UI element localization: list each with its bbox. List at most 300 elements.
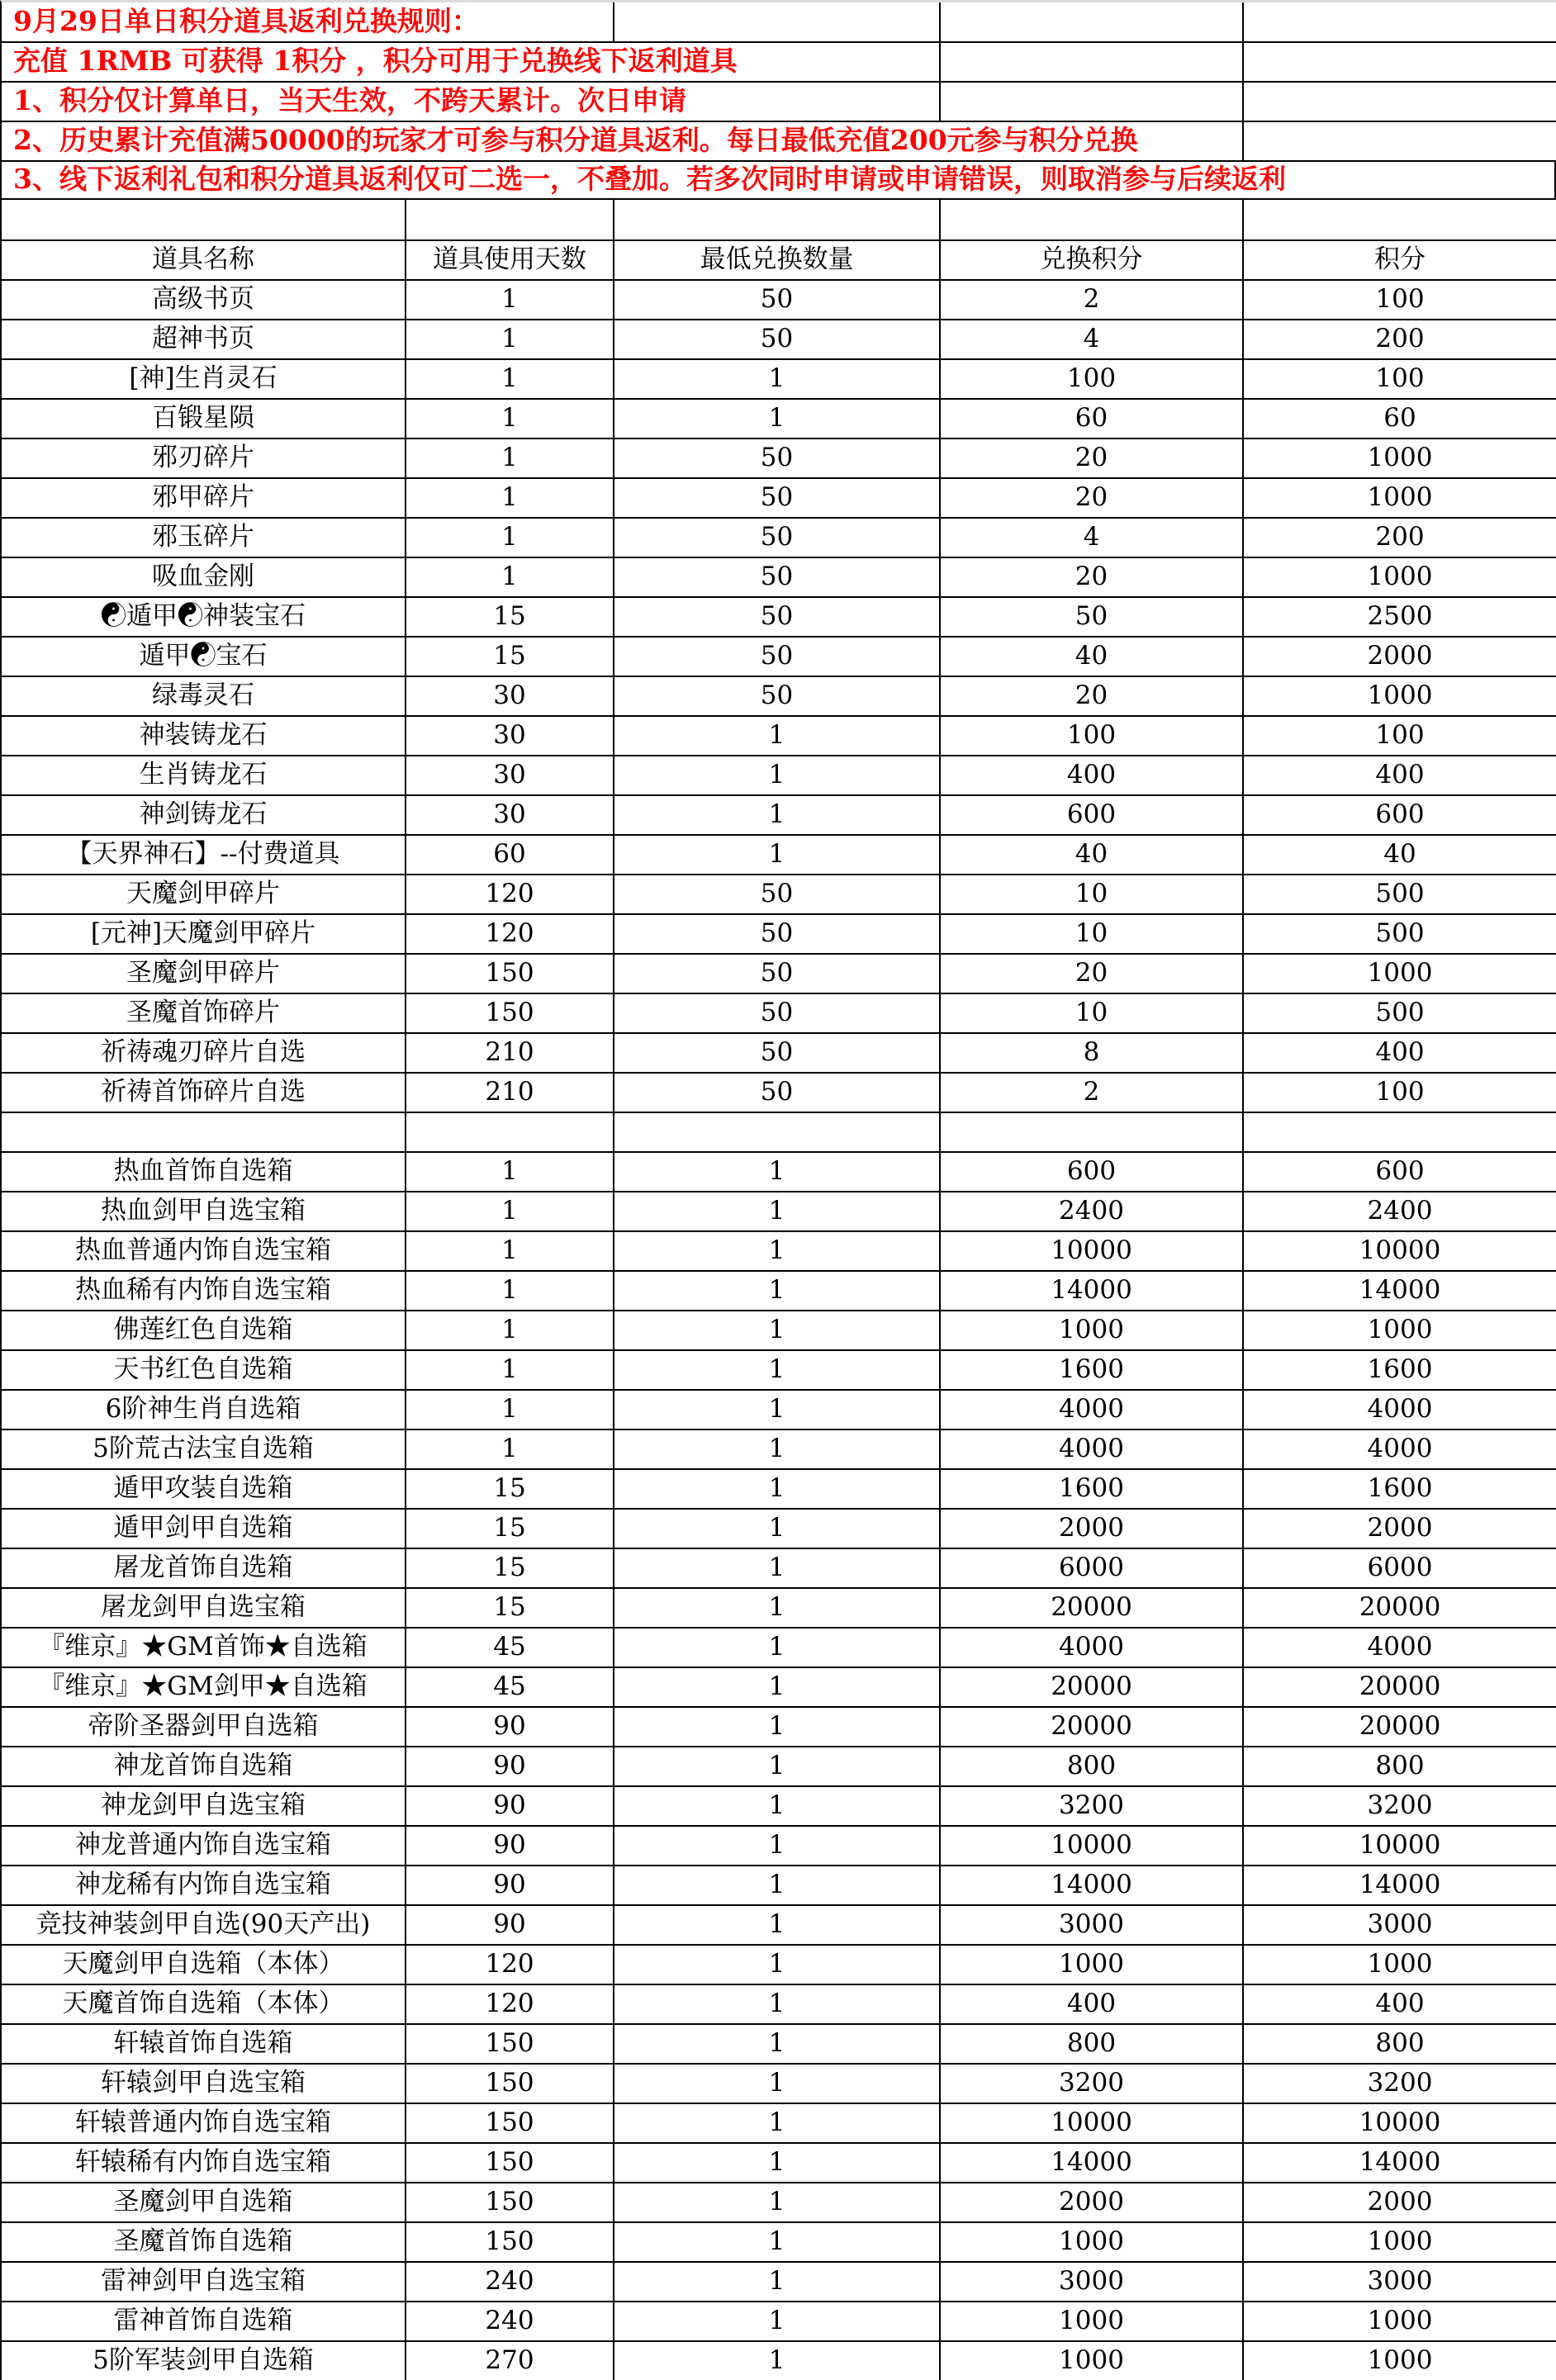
exchange-points-cell: 20000 [941,1708,1244,1746]
use-days-cell: 150 [406,2065,614,2103]
item-name-cell: 神龙稀有内饰自选宝箱 [2,1866,406,1904]
min-qty-cell: 1 [614,2263,941,2301]
use-days-cell: 90 [406,1827,614,1865]
use-days-cell: 1 [406,400,614,438]
min-qty-cell: 50 [614,439,941,477]
use-days-cell: 150 [406,2025,614,2063]
exchange-points-cell: 4000 [941,1391,1244,1429]
points-cell: 14000 [1244,1272,1556,1310]
exchange-points-cell: 2 [941,281,1244,319]
min-qty-cell: 1 [614,1708,941,1746]
use-days-cell: 1 [406,1391,614,1429]
exchange-points-cell: 10000 [941,1827,1244,1865]
item-name-cell: 帝阶圣器剑甲自选箱 [2,1708,406,1746]
min-qty-cell: 1 [614,2223,941,2261]
min-qty-cell [614,1113,941,1151]
min-qty-cell: 1 [614,2065,941,2103]
min-qty-cell: 1 [614,2183,941,2221]
exchange-points-cell: 100 [941,717,1244,755]
min-qty-cell: 1 [614,2025,941,2063]
points-cell: 800 [1244,2025,1556,2063]
item-name-cell: 遁甲☯宝石 [2,638,406,676]
use-days-cell: 210 [406,1034,614,1072]
use-days-cell: 1 [406,360,614,398]
points-cell: 500 [1244,994,1556,1032]
exchange-points-cell: 20 [941,955,1244,993]
item-name-cell: 邪玉碎片 [2,519,406,557]
use-days-cell: 30 [406,717,614,755]
empty-cell [614,200,941,239]
points-cell: 2500 [1244,598,1556,636]
exchange-points-cell: 1000 [941,1946,1244,1984]
item-name-cell: 圣魔剑甲自选箱 [2,2183,406,2221]
table-row [2,2223,1556,2263]
item-name-cell: 轩辕剑甲自选宝箱 [2,2065,406,2103]
table-row [2,717,1556,756]
col-header-min-qty: 最低兑换数量 [614,241,941,279]
exchange-points-cell: 14000 [941,1866,1244,1904]
table-row [2,1708,1556,1747]
item-name-cell: 圣魔剑甲碎片 [2,955,406,993]
table-row [2,1272,1556,1311]
table-row [2,2144,1556,2183]
points-cell: 200 [1244,519,1556,557]
use-days-cell: 15 [406,1470,614,1508]
points-cell: 20000 [1244,1708,1556,1746]
use-days-cell: 15 [406,1549,614,1587]
use-days-cell: 150 [406,994,614,1032]
item-name-cell: 神龙普通内饰自选宝箱 [2,1827,406,1865]
item-name-cell: 轩辕普通内饰自选宝箱 [2,2104,406,2142]
exchange-points-cell: 3200 [941,2065,1244,2103]
use-days-cell: 1 [406,1232,614,1270]
use-days-cell: 45 [406,1629,614,1666]
exchange-points-cell: 400 [941,756,1244,794]
min-qty-cell: 1 [614,2144,941,2182]
item-name-cell: 百锻星陨 [2,400,406,438]
item-name-cell: ☯遁甲☯神装宝石 [2,598,406,636]
min-qty-cell: 1 [614,796,941,834]
table-row [2,320,1556,360]
item-name-cell: 『维京』★GM剑甲★自选箱 [2,1668,406,1706]
exchange-points-cell: 50 [941,598,1244,636]
empty-cell [941,2,1244,41]
use-days-cell: 1 [406,281,614,319]
exchange-points-cell: 6000 [941,1549,1244,1587]
exchange-points-cell: 800 [941,2025,1244,2063]
notice-text: 2、历史累计充值满50000的玩家才可参与积分道具返利。每日最低充值200元参与积分兑换 [2,122,1244,160]
use-days-cell: 15 [406,1510,614,1548]
notice-text: 3、线下返利礼包和积分道具返利仅可二选一，不叠加。若多次同时申请或申请错误，则取消参与后续返利 [2,162,1556,198]
points-cell: 1000 [1244,558,1556,596]
table-header-row [2,241,1556,281]
min-qty-cell: 50 [614,955,941,993]
min-qty-cell: 1 [614,1866,941,1904]
min-qty-cell: 50 [614,1034,941,1072]
item-name-cell: 高级书页 [2,281,406,319]
min-qty-cell: 1 [614,1549,941,1587]
table-row [2,400,1556,439]
item-name-cell: 雷神首饰自选箱 [2,2302,406,2340]
use-days-cell: 1 [406,479,614,517]
min-qty-cell: 50 [614,519,941,557]
table-body [2,281,1556,2380]
exchange-points-cell: 1600 [941,1351,1244,1389]
points-cell: 4000 [1244,1629,1556,1666]
points-cell: 1000 [1244,955,1556,993]
min-qty-cell: 1 [614,1430,941,1468]
item-name-cell: 圣魔首饰自选箱 [2,2223,406,2261]
table-row [2,994,1556,1034]
use-days-cell: 1 [406,1430,614,1468]
col-header-use-days: 道具使用天数 [406,241,614,279]
table-row [2,598,1556,638]
col-header-points: 积分 [1244,241,1556,279]
points-cell: 400 [1244,1034,1556,1072]
use-days-cell: 120 [406,1946,614,1984]
table-row [2,360,1556,400]
points-cell: 14000 [1244,2144,1556,2182]
min-qty-cell: 1 [614,1589,941,1627]
use-days-cell: 150 [406,2104,614,2142]
points-cell: 6000 [1244,1549,1556,1587]
table-row [2,2025,1556,2065]
min-qty-cell: 1 [614,836,941,874]
min-qty-cell: 1 [614,1232,941,1270]
use-days-cell: 90 [406,1906,614,1944]
min-qty-cell: 1 [614,2342,941,2380]
use-days-cell: 45 [406,1668,614,1706]
use-days-cell: 90 [406,1787,614,1825]
exchange-points-cell: 20 [941,558,1244,596]
points-cell [1244,1113,1556,1151]
empty-cell [1244,2,1556,41]
table-row [2,1470,1556,1510]
points-cell: 14000 [1244,1866,1556,1904]
points-cell: 10000 [1244,2104,1556,2142]
empty-cell [941,83,1244,121]
exchange-points-cell: 20 [941,439,1244,477]
item-name-cell: 圣魔首饰碎片 [2,994,406,1032]
use-days-cell: 1 [406,1153,614,1191]
points-cell: 500 [1244,875,1556,913]
empty-cell [1244,122,1556,160]
use-days-cell: 15 [406,1589,614,1627]
exchange-points-cell: 20000 [941,1668,1244,1706]
item-name-cell: 天魔剑甲自选箱（本体） [2,1946,406,1984]
table-row [2,756,1556,796]
item-name-cell: 神装铸龙石 [2,717,406,755]
use-days-cell: 1 [406,1192,614,1230]
item-name-cell: 热血稀有内饰自选宝箱 [2,1272,406,1310]
use-days-cell: 1 [406,558,614,596]
item-name-cell: 热血普通内饰自选宝箱 [2,1232,406,1270]
item-name-cell: 热血剑甲自选宝箱 [2,1192,406,1230]
points-cell: 500 [1244,915,1556,953]
table-row [2,1074,1556,1113]
points-cell: 3200 [1244,2065,1556,2103]
exchange-points-cell: 600 [941,1153,1244,1191]
points-cell: 3000 [1244,1906,1556,1944]
min-qty-cell: 1 [614,1629,941,1666]
points-cell: 400 [1244,756,1556,794]
notice-row-2 [2,43,1556,83]
points-cell: 1000 [1244,1946,1556,1984]
points-cell: 2000 [1244,1510,1556,1548]
min-qty-cell: 50 [614,598,941,636]
use-days-cell: 240 [406,2263,614,2301]
item-name-cell: 邪刃碎片 [2,439,406,477]
use-days-cell: 1 [406,439,614,477]
table-row [2,2302,1556,2342]
table-row [2,875,1556,915]
table-row [2,1549,1556,1589]
empty-cell [1244,43,1556,81]
table-row [2,2104,1556,2144]
table-row [2,1629,1556,1668]
table-row [2,1866,1556,1906]
item-name-cell [2,1113,406,1151]
min-qty-cell: 1 [614,1906,941,1944]
table-row [2,955,1556,994]
notice-text: 充值 1RMB 可获得 1积分 ，积分可用于兑换线下返利道具 [2,43,941,81]
min-qty-cell: 1 [614,1470,941,1508]
points-cell: 1000 [1244,677,1556,715]
item-name-cell: 屠龙首饰自选箱 [2,1549,406,1587]
item-name-cell: 神龙剑甲自选宝箱 [2,1787,406,1825]
table-row [2,558,1556,598]
min-qty-cell: 1 [614,2104,941,2142]
points-cell: 4000 [1244,1430,1556,1468]
min-qty-cell: 1 [614,1192,941,1230]
use-days-cell: 90 [406,1708,614,1746]
item-name-cell: 雷神剑甲自选宝箱 [2,2263,406,2301]
points-cell: 2000 [1244,638,1556,676]
table-row [2,638,1556,677]
min-qty-cell: 50 [614,994,941,1032]
item-name-cell: 超神书页 [2,320,406,358]
min-qty-cell: 1 [614,1391,941,1429]
table-row [2,796,1556,836]
points-cell: 40 [1244,836,1556,874]
exchange-points-cell: 2 [941,1074,1244,1112]
item-name-cell: 竞技神装剑甲自选(90天产出) [2,1906,406,1944]
item-name-cell: 遁甲剑甲自选箱 [2,1510,406,1548]
exchange-points-cell: 10 [941,875,1244,913]
use-days-cell: 1 [406,1311,614,1349]
empty-cell [406,200,614,239]
table-row [2,915,1556,955]
notice-row-5 [2,162,1556,200]
exchange-points-cell: 4 [941,519,1244,557]
points-cell: 1000 [1244,479,1556,517]
table-row [2,1827,1556,1866]
min-qty-cell: 1 [614,2302,941,2340]
table-row [2,1430,1556,1470]
points-cell: 1600 [1244,1351,1556,1389]
notice-row-1 [2,2,1556,43]
table-row [2,1906,1556,1946]
table-row [2,2065,1556,2104]
table-row [2,1589,1556,1629]
use-days-cell: 150 [406,2223,614,2261]
exchange-points-cell: 1000 [941,2342,1244,2380]
exchange-points-cell: 2400 [941,1192,1244,1230]
min-qty-cell: 1 [614,1153,941,1191]
use-days-cell: 30 [406,677,614,715]
exchange-points-cell: 600 [941,796,1244,834]
item-name-cell: 天魔首饰自选箱（本体） [2,1985,406,2023]
exchange-points-cell [941,1113,1244,1151]
min-qty-cell: 1 [614,1668,941,1706]
min-qty-cell: 1 [614,1272,941,1310]
min-qty-cell: 1 [614,1827,941,1865]
item-name-cell: 天魔剑甲碎片 [2,875,406,913]
item-name-cell: 天书红色自选箱 [2,1351,406,1389]
exchange-points-cell: 2000 [941,2183,1244,2221]
use-days-cell: 90 [406,1866,614,1904]
item-name-cell: 绿毒灵石 [2,677,406,715]
table-row [2,1985,1556,2025]
item-name-cell: 生肖铸龙石 [2,756,406,794]
empty-cell [941,43,1244,81]
item-name-cell: 轩辕稀有内饰自选宝箱 [2,2144,406,2182]
points-cell: 100 [1244,1074,1556,1112]
points-cell: 20000 [1244,1589,1556,1627]
min-qty-cell: 1 [614,1985,941,2023]
item-name-cell: 热血首饰自选箱 [2,1153,406,1191]
points-cell: 1000 [1244,439,1556,477]
exchange-points-cell: 20 [941,479,1244,517]
table-row [2,677,1556,717]
table-row [2,479,1556,519]
points-cell: 60 [1244,400,1556,438]
exchange-points-cell: 1000 [941,1311,1244,1349]
item-name-cell: 遁甲攻装自选箱 [2,1470,406,1508]
item-name-cell: 吸血金刚 [2,558,406,596]
exchange-points-cell: 1000 [941,2302,1244,2340]
points-cell: 1000 [1244,1311,1556,1349]
min-qty-cell: 1 [614,1787,941,1825]
min-qty-cell: 50 [614,320,941,358]
use-days-cell: 1 [406,1272,614,1310]
points-cell: 2400 [1244,1192,1556,1230]
points-cell: 600 [1244,796,1556,834]
item-name-cell: 【天界神石】--付费道具 [2,836,406,874]
item-name-cell: 祈祷魂刃碎片自选 [2,1034,406,1072]
notice-row-4 [2,122,1556,162]
use-days-cell: 1 [406,1351,614,1389]
item-name-cell: 5阶军装剑甲自选箱 [2,2342,406,2380]
min-qty-cell: 50 [614,558,941,596]
table-row [2,2263,1556,2302]
item-name-cell: 轩辕首饰自选箱 [2,2025,406,2063]
exchange-points-cell: 800 [941,1747,1244,1785]
points-cell: 3000 [1244,2263,1556,2301]
points-cell: 4000 [1244,1391,1556,1429]
table-row [2,281,1556,320]
points-cell: 600 [1244,1153,1556,1191]
spacer-row [2,200,1556,241]
points-cell: 400 [1244,1985,1556,2023]
use-days-cell: 120 [406,875,614,913]
item-name-cell: 神龙首饰自选箱 [2,1747,406,1785]
points-cell: 1000 [1244,2302,1556,2340]
use-days-cell: 270 [406,2342,614,2380]
min-qty-cell: 1 [614,1946,941,1984]
points-cell: 100 [1244,360,1556,398]
exchange-points-cell: 4000 [941,1629,1244,1666]
table-row [2,519,1556,558]
points-cell: 10000 [1244,1827,1556,1865]
min-qty-cell: 50 [614,1074,941,1112]
empty-cell [614,2,941,41]
use-days-cell: 15 [406,638,614,676]
table-row [2,1946,1556,1985]
use-days-cell: 60 [406,836,614,874]
min-qty-cell: 1 [614,1351,941,1389]
table-row [2,836,1556,875]
min-qty-cell: 50 [614,915,941,953]
use-days-cell: 240 [406,2302,614,2340]
empty-cell [2,200,406,239]
min-qty-cell: 1 [614,360,941,398]
min-qty-cell: 50 [614,479,941,517]
points-cell: 2000 [1244,2183,1556,2221]
points-cell: 10000 [1244,1232,1556,1270]
use-days-cell: 1 [406,320,614,358]
table-row [2,1311,1556,1351]
item-name-cell: 屠龙剑甲自选宝箱 [2,1589,406,1627]
exchange-points-cell: 40 [941,638,1244,676]
table-row [2,1153,1556,1192]
points-cell: 100 [1244,717,1556,755]
points-cell: 20000 [1244,1668,1556,1706]
table-row [2,1034,1556,1074]
exchange-points-cell: 3200 [941,1787,1244,1825]
exchange-points-cell: 400 [941,1985,1244,2023]
item-name-cell: 6阶神生肖自选箱 [2,1391,406,1429]
item-name-cell: 佛莲红色自选箱 [2,1311,406,1349]
table-row [2,1668,1556,1708]
table-row [2,2183,1556,2223]
notice-text: 1、积分仅计算单日，当天生效，不跨天累计。次日申请 [2,83,941,121]
exchange-points-cell: 20000 [941,1589,1244,1627]
min-qty-cell: 1 [614,717,941,755]
item-name-cell: 神剑铸龙石 [2,796,406,834]
min-qty-cell: 50 [614,677,941,715]
use-days-cell: 15 [406,598,614,636]
table-row [2,1113,1556,1153]
points-cell: 1000 [1244,2342,1556,2380]
exchange-points-cell: 2000 [941,1510,1244,1548]
points-cell: 1600 [1244,1470,1556,1508]
min-qty-cell: 50 [614,638,941,676]
item-name-cell: [元神]天魔剑甲碎片 [2,915,406,953]
col-header-exchange-points: 兑换积分 [941,241,1244,279]
min-qty-cell: 50 [614,281,941,319]
table-row [2,439,1556,479]
empty-cell [1244,200,1556,239]
col-header-item-name: 道具名称 [2,241,406,279]
points-cell: 800 [1244,1747,1556,1785]
exchange-points-cell: 60 [941,400,1244,438]
exchange-points-cell: 4000 [941,1430,1244,1468]
empty-cell [941,200,1244,239]
item-name-cell: 祈祷首饰碎片自选 [2,1074,406,1112]
table-row [2,2342,1556,2380]
use-days-cell: 30 [406,756,614,794]
